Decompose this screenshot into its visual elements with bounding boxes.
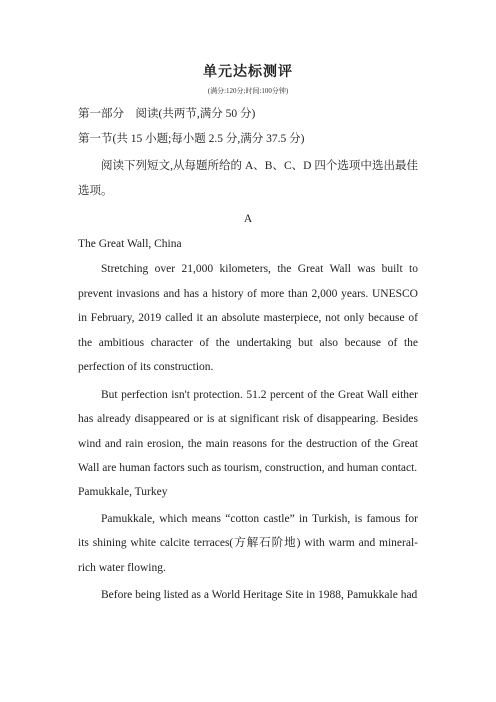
passage-label: A xyxy=(243,213,253,225)
instructions-text: 阅读下列短文,从每题所给的 A、B、C、D 四个选项中选出最佳选项。 xyxy=(78,160,418,197)
document-subtitle: (满分:120分;时间:100分钟) xyxy=(207,87,289,95)
paragraph-great-wall-1: Stretching over 21,000 kilometers, the Great Wall was built to prevent invasions and has a history of more than 2,000 years. UNESCO in February, 2019 called it an absolute masterpiece, not only because of the ambitious character of the undertaking but also because of the perfection of its construction. xyxy=(78,263,418,373)
paragraph-pamukkale-1: Pamukkale, which means “cotton castle” in Turkish, is famous for its shining white calcite terraces(方解石阶地) with warm and mineral-rich water flowing. xyxy=(78,512,418,574)
paragraph-pamukkale-2: Before being listed as a World Heritage Site in 1988, Pamukkale had xyxy=(101,589,418,601)
document-title: 单元达标测评 xyxy=(203,65,293,80)
passage-heading-pamukkale: Pamukkale, Turkey xyxy=(78,485,168,498)
passage-heading-great-wall: The Great Wall, China xyxy=(78,238,182,250)
part-heading: 第一部分 阅读(共两节,满分 50 分) xyxy=(78,108,256,120)
section-heading: 第一节(共 15 小题;每小题 2.5 分,满分 37.5 分) xyxy=(78,133,305,145)
paragraph-great-wall-2: But perfection isn't protection. 51.2 percent of the Great Wall either has already disappeared or is at significant risk of disappearing. Besides wind and rain erosion, the main reasons for the destruction of the Great Wall are human factors such as tourism, construction, and human contact. xyxy=(78,388,418,474)
